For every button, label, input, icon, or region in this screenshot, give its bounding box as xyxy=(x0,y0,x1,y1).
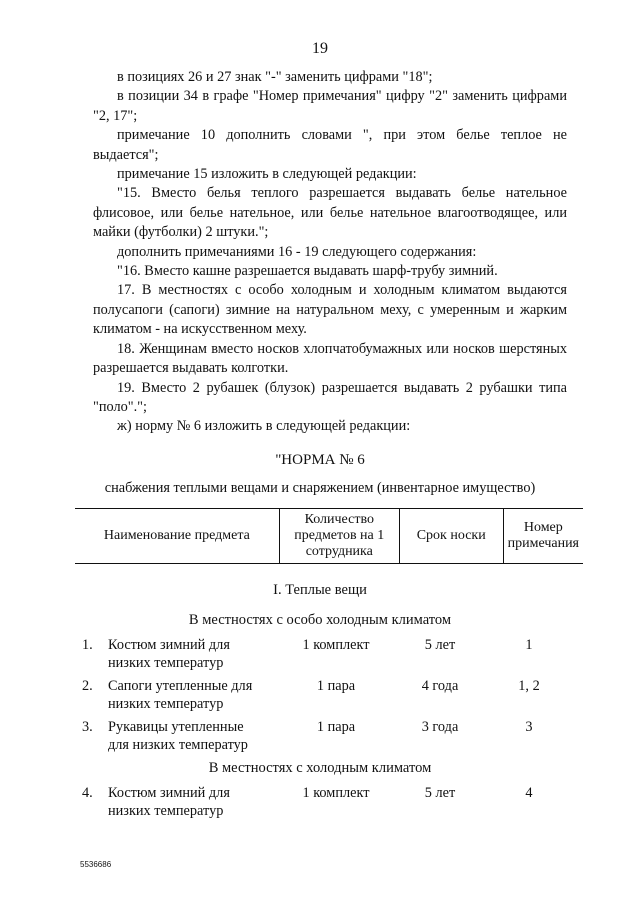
item-name: Сапоги утепленные для низких температур xyxy=(108,678,253,712)
item-wear-period: 5 лет xyxy=(424,637,456,653)
item-note-number: 3 xyxy=(525,719,533,735)
paragraph: примечание 10 дополнить словами ", при этом белье теплое не выдается"; xyxy=(93,127,567,163)
row-number: 3. xyxy=(82,719,93,735)
row-number: 1. xyxy=(82,637,93,653)
item-wear-period: 3 года xyxy=(421,719,459,735)
column-header-item-name: Наименование предмета xyxy=(75,509,279,564)
paragraph: ж) норму № 6 изложить в следующей редакции: xyxy=(117,418,411,435)
paragraph: в позиции 34 в графе "Номер примечания" цифру "2" заменить цифрами "2, 17"; xyxy=(93,88,567,124)
column-header-wear-period: Срок носки xyxy=(399,509,503,564)
item-quantity: 1 комплект xyxy=(302,637,370,653)
paragraph: "16. Вместо кашне разрешается выдавать шарф-трубу зимний. xyxy=(117,263,498,280)
paragraph: примечание 15 изложить в следующей редакции: xyxy=(117,166,417,183)
norm-table xyxy=(75,508,583,564)
group-heading: В местностях с особо холодным климатом xyxy=(188,612,452,628)
item-note-number: 4 xyxy=(525,785,533,801)
section-heading: I. Теплые вещи xyxy=(273,582,367,598)
table-header-row xyxy=(75,509,583,564)
table-row xyxy=(0,677,640,717)
table-row xyxy=(0,784,640,824)
item-wear-period: 5 лет xyxy=(424,785,456,801)
paragraph: в позициях 26 и 27 знак "-" заменить цифрами "18"; xyxy=(117,69,433,85)
document-code: 5536686 xyxy=(80,860,112,869)
item-quantity: 1 пара xyxy=(316,678,356,694)
table-row xyxy=(0,636,640,676)
item-name: Костюм зимний для низких температур xyxy=(108,637,230,671)
item-quantity: 1 пара xyxy=(316,719,356,735)
item-note-number: 1, 2 xyxy=(518,678,540,694)
column-header-quantity: Количество предметов на 1 сотрудника xyxy=(279,509,399,564)
group-heading: В местностях с холодным климатом xyxy=(208,760,432,776)
row-number: 4. xyxy=(82,785,93,801)
item-wear-period: 4 года xyxy=(421,678,459,694)
body-text xyxy=(93,68,567,437)
item-quantity: 1 комплект xyxy=(302,785,370,801)
column-header-note-number: Номер примечания xyxy=(503,509,583,564)
table-row xyxy=(0,718,640,758)
item-name: Костюм зимний для низких температур xyxy=(108,785,230,819)
paragraph: "15. Вместо белья теплого разрешается выдавать белье нательное флисовое, или белье нательное, или белье нательное влагоотводящее, или майки (футболки) 2 штуки."; xyxy=(93,185,567,241)
paragraph: дополнить примечаниями 16 - 19 следующего содержания: xyxy=(117,243,477,260)
paragraph: 17. В местностях с особо холодным и холодным климатом выдаются полусапоги (сапоги) зимние на натуральном меху, с умеренным и жарким климатом - на искусственном меху. xyxy=(93,282,567,338)
item-note-number: 1 xyxy=(525,637,533,653)
item-name: Рукавицы утепленные для низких температур xyxy=(108,719,248,753)
norm-title: "НОРМА № 6 xyxy=(275,452,365,468)
page-number: 19 xyxy=(312,40,328,57)
paragraph: 18. Женщинам вместо носков хлопчатобумажных или носков шерстяных разрешается выдавать колготки. xyxy=(93,340,567,377)
norm-subtitle: снабжения теплыми вещами и снаряжением (инвентарное имущество) xyxy=(104,480,536,496)
paragraph: 19. Вместо 2 рубашек (блузок) разрешается выдавать 2 рубашки типа "поло"."; xyxy=(93,379,567,415)
row-number: 2. xyxy=(82,678,93,694)
